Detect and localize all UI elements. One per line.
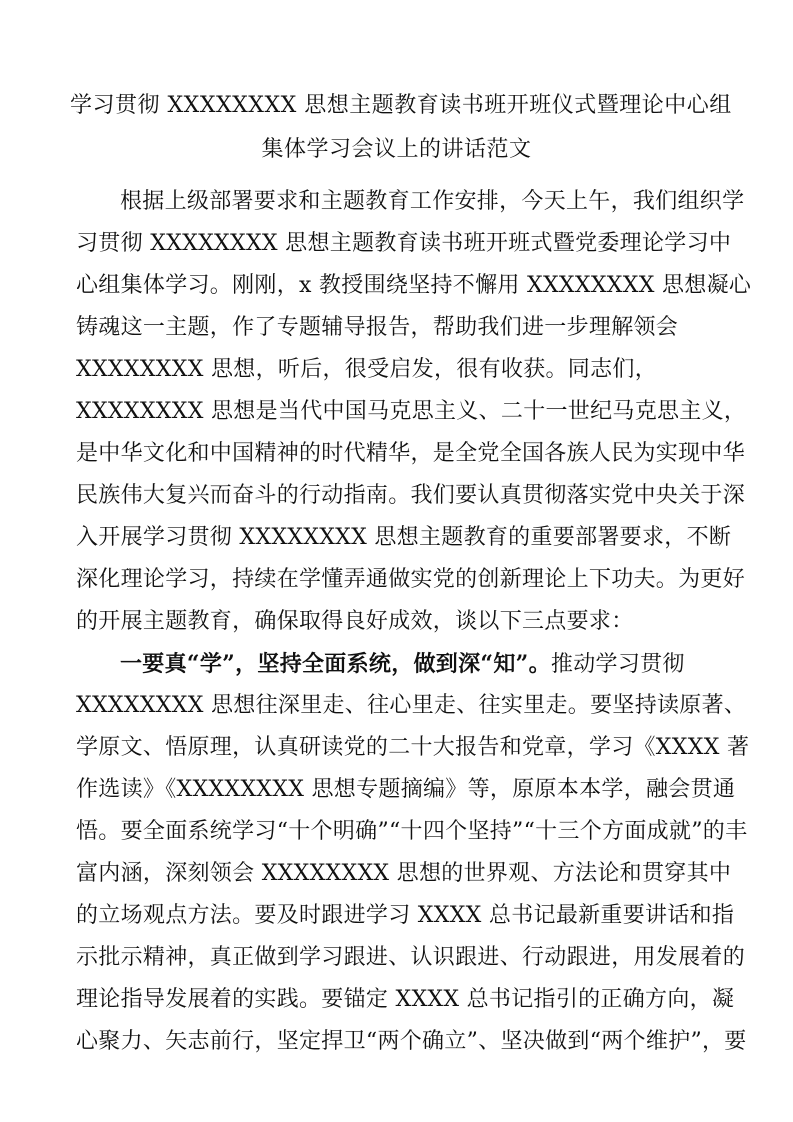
paragraph-line: 入开展学习贯彻 XXXXXXXX 思想主题教育的重要部署要求，不断 <box>76 525 732 550</box>
paragraph-line: XXXXXXXX 思想是当代中国马克思主义、二十一世纪马克思主义， <box>76 399 747 424</box>
document-title-line-2: 集体学习会议上的讲话范文 <box>261 137 532 162</box>
paragraph-line: 心聚力、矢志前行，坚定捍卫“两个确立”、坚决做到“两个维护”，要 <box>76 1029 747 1054</box>
paragraph-line: XXXXXXXX 思想往深里走、往心里走、往实里走。要坚持读原著、 <box>76 693 747 718</box>
paragraph-line: 深化理论学习，持续在学懂弄通做实党的创新理论上下功夫。为更好 <box>76 567 746 592</box>
paragraph-line: 是中华文化和中国精神的时代精华，是全党全国各族人民为实现中华 <box>76 441 746 466</box>
paragraph-line: 心组集体学习。刚刚，x 教授围绕坚持不懈用 XXXXXXXX 思想凝心 <box>76 273 752 298</box>
section-heading-continuation: 推动学习贯彻 <box>550 652 685 677</box>
section-heading-line <box>120 643 726 686</box>
paragraph-line: 示批示精神，真正做到学习跟进、认识跟进、行动跟进，用发展着的 <box>76 945 746 970</box>
paragraph-line: 民族伟大复兴而奋斗的行动指南。我们要认真贯彻落实党中央关于深 <box>76 483 746 508</box>
section-heading: 一要真“学”，坚持全面系统，做到深“知”。 <box>120 651 551 677</box>
paragraph-line: 作选读》《XXXXXXXX 思想专题摘编》等，原原本本学，融会贯通 <box>76 777 736 802</box>
paragraph-line: 的立场观点方法。要及时跟进学习 XXXX 总书记最新重要讲话和指 <box>76 903 735 928</box>
paragraph-line: 根据上级部署要求和主题教育工作安排，今天上午，我们组织学 <box>120 189 745 214</box>
paragraph-line: 的开展主题教育，确保取得良好成效，谈以下三点要求： <box>76 609 634 634</box>
paragraph-line: 富内涵，深刻领会 XXXXXXXX 思想的世界观、方法论和贯穿其中 <box>76 861 732 886</box>
paragraph-line: XXXXXXXX 思想，听后，很受启发，很有收获。同志们， <box>76 357 657 382</box>
paragraph-line: 理论指导发展着的实践。要锚定 XXXX 总书记指引的正确方向，凝 <box>76 987 735 1012</box>
paragraph-line: 习贯彻 XXXXXXXX 思想主题教育读书班开班式暨党委理论学习中 <box>76 231 732 256</box>
paragraph-line: 铸魂这一主题，作了专题辅导报告，帮助我们进一步理解领会 <box>76 315 679 340</box>
paragraph-line: 悟。要全面系统学习“十个明确”“十四个坚持”“十三个方面成就”的丰 <box>76 819 748 844</box>
paragraph-line: 学原文、悟原理，认真研读党的二十大报告和党章，学习《XXXX 著 <box>76 735 750 760</box>
document-title-line-1: 学习贯彻 XXXXXXXX 思想主题教育读书班开班仪式暨理论中心组 <box>70 93 732 118</box>
